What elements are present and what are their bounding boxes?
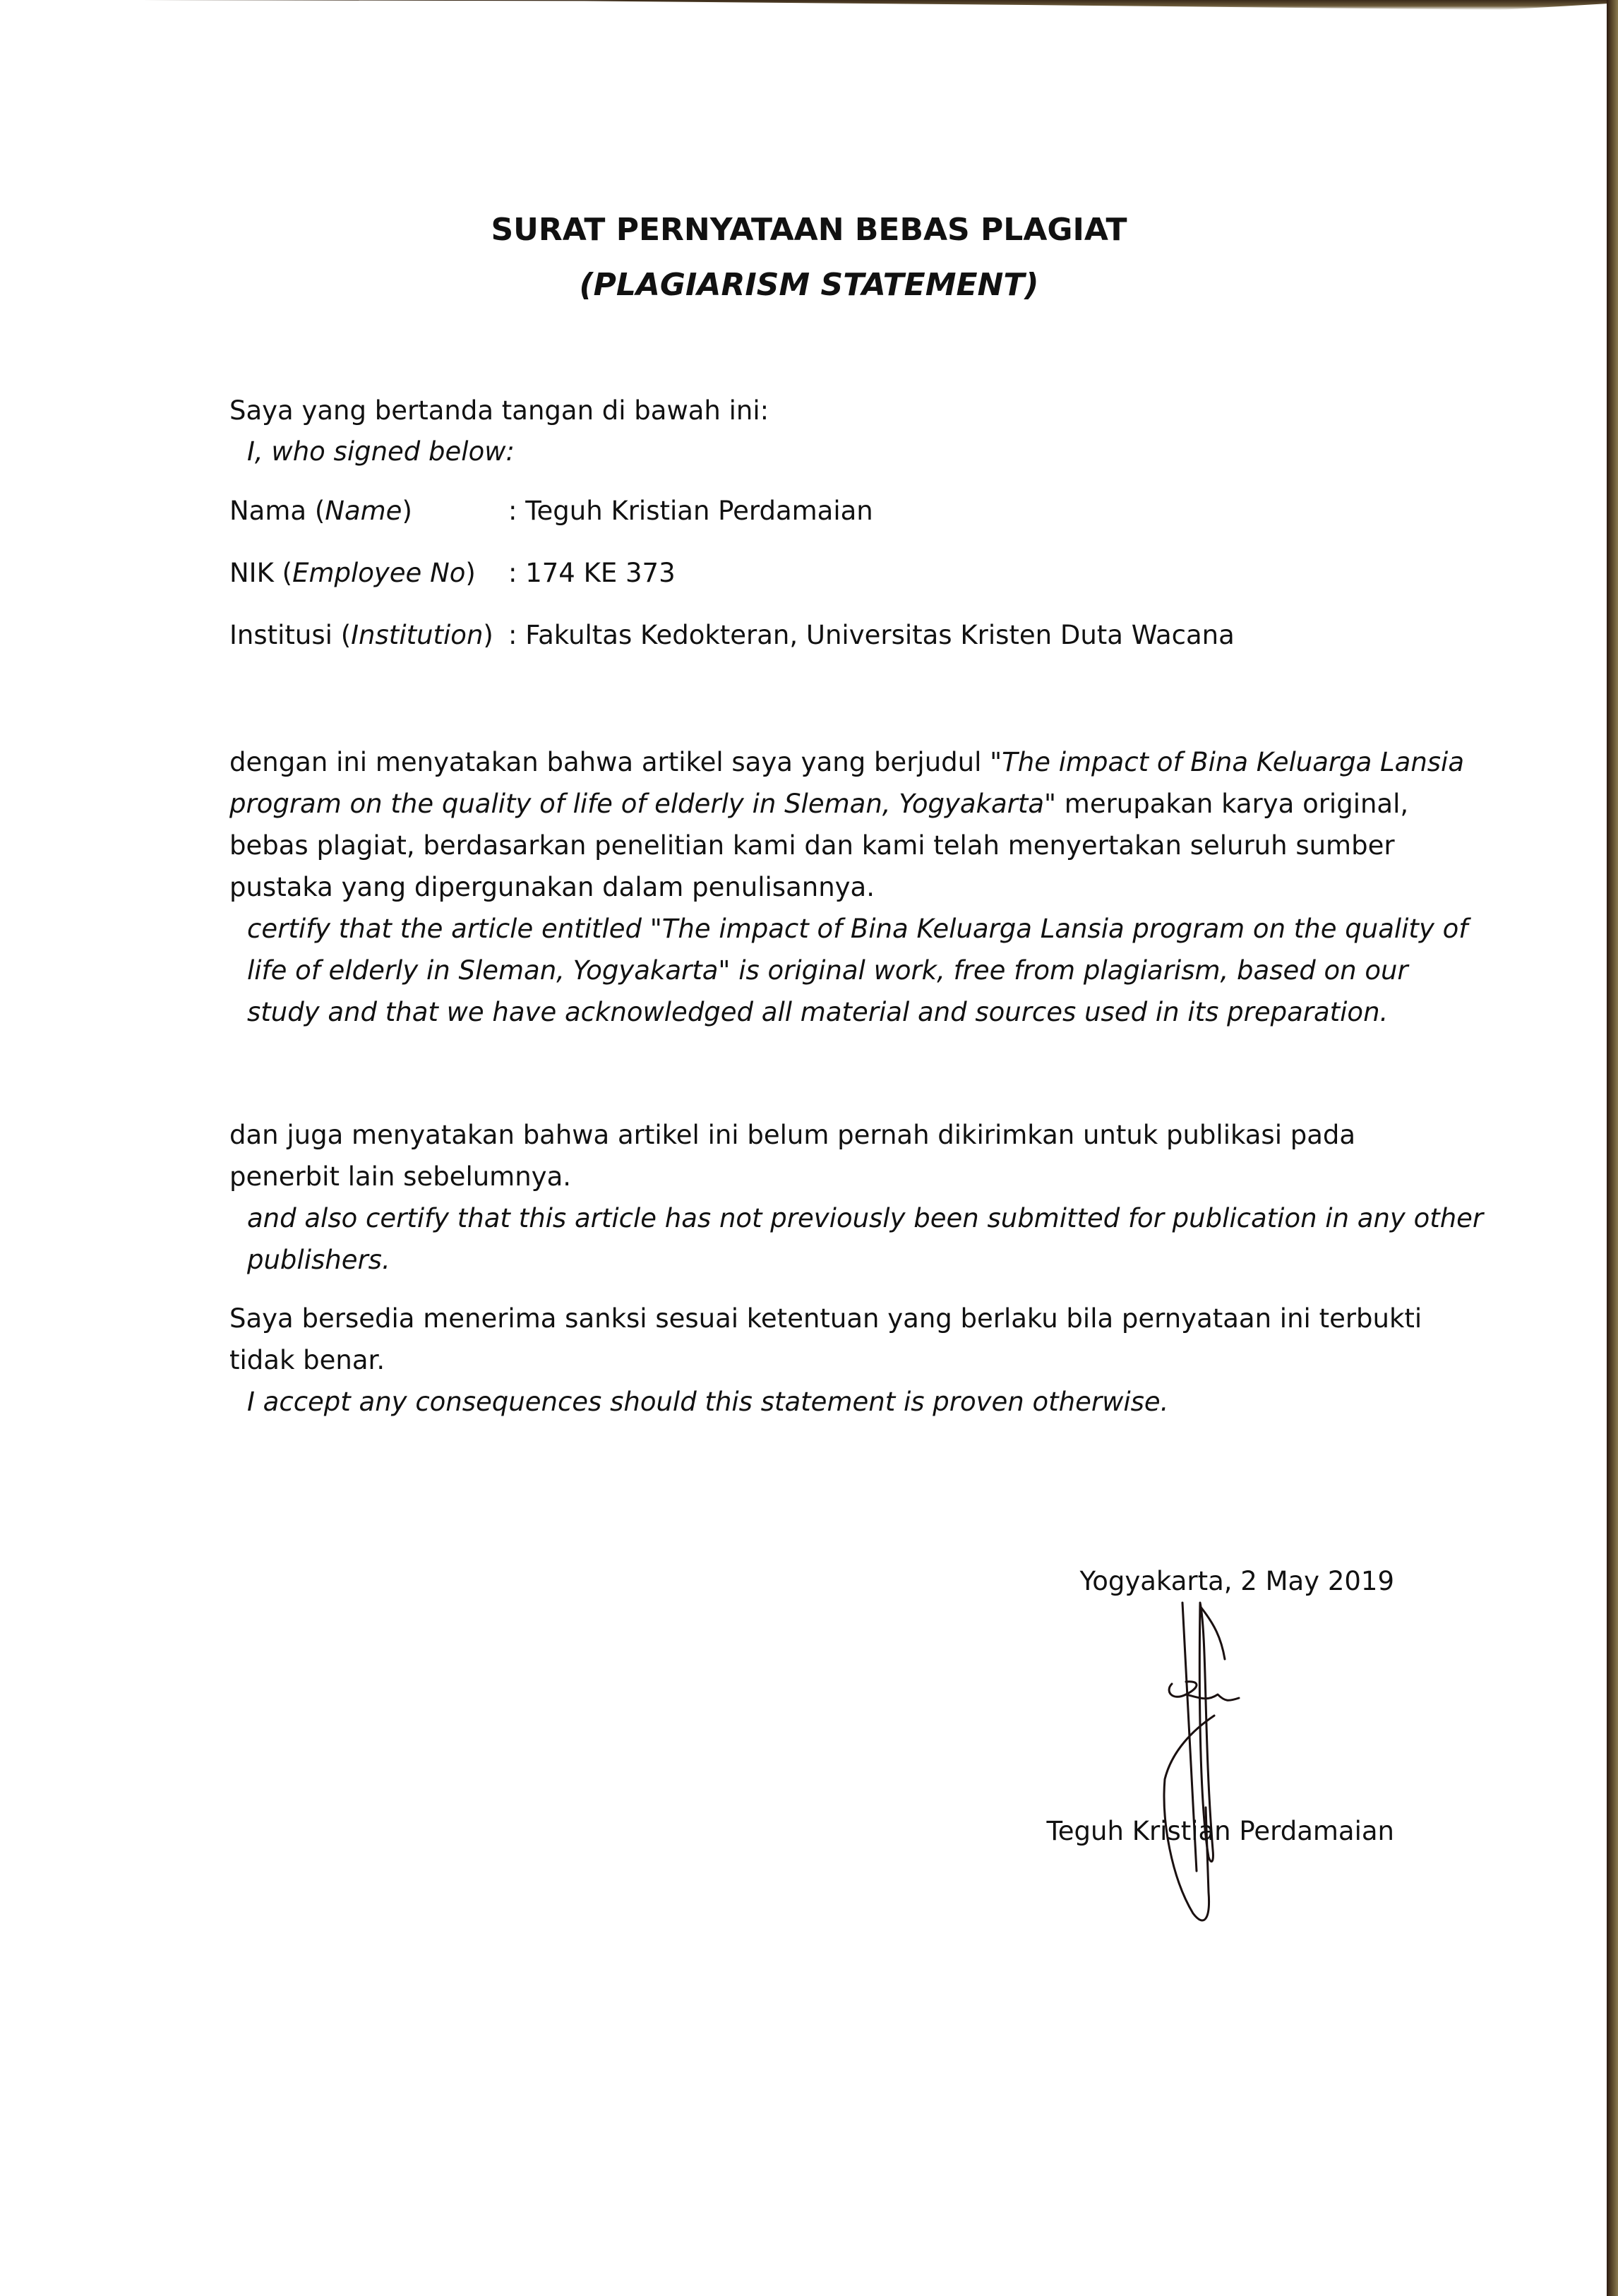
statement1-id-line: program on the quality of life of elderly in Sleman, Yogyakarta" merupakan karya original, (229, 789, 1409, 819)
statement2-id-line: penerbit lain sebelumnya. (229, 1161, 571, 1192)
paper-edge-top (141, 0, 1618, 10)
field-value-nik: : 174 KE 373 (508, 558, 676, 588)
statement1-en-line: certify that the article entitled "The impact of Bina Keluarga Lansia program on the quality of (247, 914, 1468, 944)
statement1-id-line: pustaka yang dipergunakan dalam penulisannya. (229, 872, 875, 902)
paper-edge-right (1607, 0, 1618, 2296)
field-value-institution: : Fakultas Kedokteran, Universitas Kristen Duta Wacana (508, 620, 1235, 650)
field-label-nik: NIK (Employee No) (229, 558, 476, 588)
place-date: Yogyakarta, 2 May 2019 (1079, 1566, 1394, 1596)
statement1-en-line: life of elderly in Sleman, Yogyakarta" is original work, free from plagiarism, based on our (247, 955, 1408, 986)
statement3-id-line: Saya bersedia menerima sanksi sesuai ketentuan yang berlaku bila pernyataan ini terbukti (229, 1303, 1422, 1334)
document-subtitle: (PLAGIARISM STATEMENT) (579, 267, 1039, 303)
statement1-en-line: study and that we have acknowledged all material and sources used in its preparation. (247, 997, 1389, 1027)
intro-en: I, who signed below: (247, 436, 515, 467)
statement3-id-line: tidak benar. (229, 1345, 385, 1375)
statement1-id-line: dengan ini menyatakan bahwa artikel saya yang berjudul "The impact of Bina Keluarga Lansia (229, 747, 1464, 777)
document-title: SURAT PERNYATAAN BEBAS PLAGIAT (491, 212, 1127, 248)
handwritten-signature-icon (1129, 1596, 1313, 1927)
statement3-en-line: I accept any consequences should this statement is proven otherwise. (247, 1387, 1169, 1417)
field-label-institution: Institusi (Institution) (229, 620, 493, 650)
signer-name: Teguh Kristian Perdamaian (1046, 1816, 1394, 1846)
statement1-id-line: bebas plagiat, berdasarkan penelitian kami dan kami telah menyertakan seluruh sumber (229, 830, 1395, 861)
statement2-en-line: publishers. (247, 1245, 390, 1275)
statement2-id-line: dan juga menyatakan bahwa artikel ini belum pernah dikirimkan untuk publikasi pada (229, 1120, 1356, 1150)
intro-id: Saya yang bertanda tangan di bawah ini: (229, 395, 769, 426)
field-label-name: Nama (Name) (229, 496, 412, 526)
statement2-en-line: and also certify that this article has not previously been submitted for publication in any other (247, 1203, 1484, 1233)
field-value-name: : Teguh Kristian Perdamaian (508, 496, 873, 526)
